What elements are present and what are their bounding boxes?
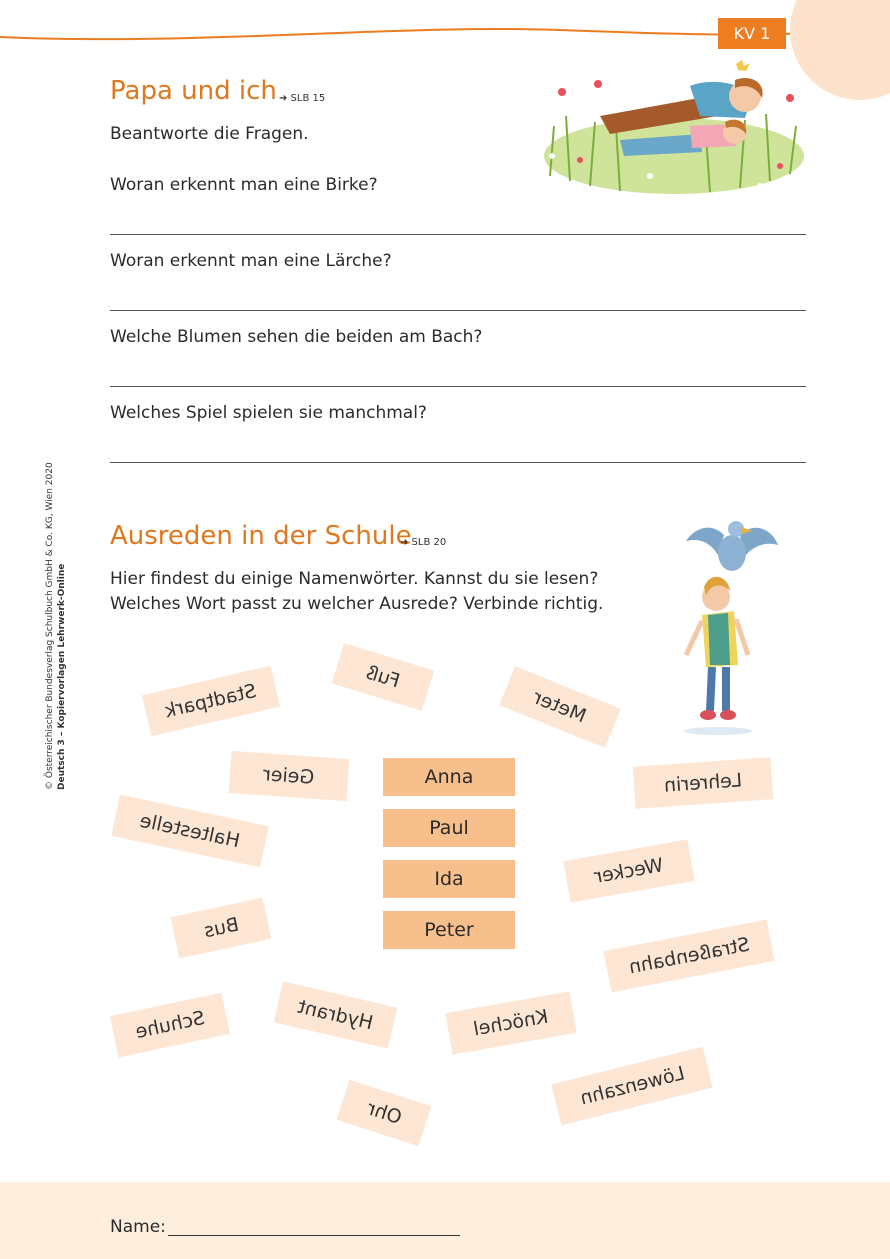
worksheet-badge: KV 1: [718, 18, 786, 49]
word-card-fuss[interactable]: Fuß: [332, 643, 434, 711]
word-card-bus[interactable]: Bus: [171, 898, 272, 959]
section2-title: Ausreden in der Schule: [110, 521, 412, 551]
name-label: Name:: [110, 1217, 166, 1237]
word-card-meter[interactable]: Meter: [499, 666, 620, 748]
question-3: Welche Blumen sehen die beiden am Bach?: [110, 327, 483, 347]
word-card-lehrerin[interactable]: Lehrerin: [633, 757, 774, 809]
word-card-haltestelle[interactable]: Haltestelle: [111, 795, 268, 868]
answer-line-4[interactable]: [110, 462, 806, 463]
section1-title: Papa und ich: [110, 76, 277, 106]
name-box-ida[interactable]: Ida: [383, 860, 515, 898]
girl-with-bird-illustration: [680, 515, 784, 740]
name-box-anna[interactable]: Anna: [383, 758, 515, 796]
answer-line-3[interactable]: [110, 386, 806, 387]
word-card-wecker[interactable]: Wecker: [563, 839, 694, 902]
question-2: Woran erkennt man eine Lärche?: [110, 251, 392, 271]
section2-reference: ➜ SLB 20: [400, 537, 447, 548]
question-1: Woran erkennt man eine Birke?: [110, 175, 378, 195]
word-card-knoechel[interactable]: Knöchel: [445, 991, 576, 1054]
copyright-sidebar: [44, 462, 68, 790]
section2-instruction-2: Welches Wort passt zu welcher Ausrede? Verbinde richtig.: [110, 594, 604, 614]
answer-line-1[interactable]: [110, 234, 806, 235]
father-child-grass-illustration: [540, 56, 808, 198]
name-input-line[interactable]: [168, 1235, 460, 1236]
word-card-schuhe[interactable]: Schuhe: [110, 993, 230, 1058]
question-4: Welches Spiel spielen sie manchmal?: [110, 403, 427, 423]
word-card-loewenzahn[interactable]: Löwenzahn: [551, 1047, 713, 1125]
word-card-stadtpark[interactable]: Stadtpark: [142, 666, 280, 737]
word-card-hydrant[interactable]: Hydrant: [274, 981, 397, 1048]
section2-instruction-1: Hier findest du einige Namenwörter. Kannst du sie lesen?: [110, 569, 599, 589]
answer-line-2[interactable]: [110, 310, 806, 311]
section1-reference: ➜ SLB 15: [279, 93, 326, 104]
word-card-ohr[interactable]: Ohr: [337, 1080, 432, 1147]
copyright-line: © Österreichischer Bundesverlag Schulbuch GmbH & Co. KG, Wien 2020: [45, 462, 55, 790]
word-card-strassenbahn[interactable]: Straßenbahn: [604, 920, 775, 993]
name-box-paul[interactable]: Paul: [383, 809, 515, 847]
name-box-peter[interactable]: Peter: [383, 911, 515, 949]
word-card-geier[interactable]: Geier: [229, 751, 350, 801]
series-line: Deutsch 3 – Kopiervorlagen Lehrwerk-Online: [57, 563, 67, 790]
section1-instruction: Beantworte die Fragen.: [110, 124, 309, 144]
